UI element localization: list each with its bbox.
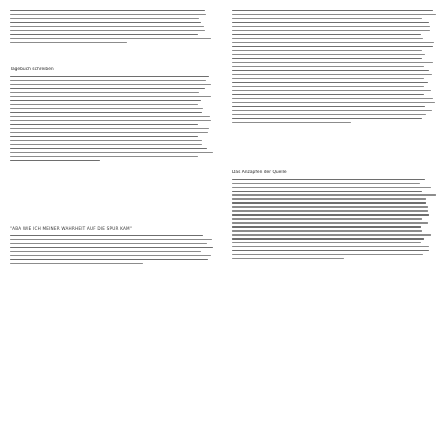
text-line (10, 140, 202, 141)
text-line (232, 38, 423, 39)
text-line (232, 34, 421, 35)
text-line (10, 259, 208, 260)
text-line (10, 80, 206, 81)
text-line (232, 94, 424, 95)
text-line (10, 239, 212, 240)
text-line (232, 102, 435, 103)
text-line (232, 246, 429, 247)
text-line (10, 136, 198, 137)
text-line (10, 120, 211, 121)
text-line (10, 92, 199, 93)
text-line (10, 251, 201, 252)
text-line (232, 58, 422, 59)
text-line (232, 46, 433, 47)
text-line (232, 86, 424, 87)
text-line (10, 38, 211, 39)
text-line (232, 202, 426, 203)
text-line (10, 156, 198, 157)
text-line (10, 76, 209, 77)
text-line (10, 124, 198, 125)
text-line (232, 70, 429, 71)
text-line (10, 104, 198, 105)
text-line (232, 90, 431, 91)
text-line (232, 238, 424, 239)
left-block-2 (10, 76, 213, 161)
text-line (232, 122, 351, 123)
text-line (232, 206, 428, 207)
text-line (10, 148, 207, 149)
text-line (232, 198, 426, 199)
section-heading-tagebuch: Tagebuch schreiben (10, 66, 54, 72)
text-line (232, 114, 426, 115)
text-line (232, 110, 432, 111)
text-line (232, 191, 422, 192)
text-line (232, 210, 428, 211)
text-line (232, 218, 422, 219)
text-line (232, 22, 429, 23)
left-block-3 (10, 235, 213, 264)
text-line (232, 54, 425, 55)
text-line (232, 106, 425, 107)
section-heading-wahrheit: "ABA WIE ICH MEINER WAHRHEIT AUF DIE SPUR KAM" (10, 225, 132, 231)
text-line (232, 230, 422, 231)
text-line (10, 34, 198, 35)
text-line (232, 42, 434, 43)
left-column (10, 10, 213, 267)
text-line (10, 14, 206, 15)
text-line (10, 243, 207, 244)
text-line (232, 226, 421, 227)
text-line (232, 258, 344, 259)
text-line (232, 74, 432, 75)
text-line (10, 108, 203, 109)
text-line (10, 132, 208, 133)
text-line (10, 144, 202, 145)
right-block-1 (232, 10, 436, 123)
text-line (10, 255, 211, 256)
right-block-2 (232, 179, 436, 260)
text-line (232, 179, 425, 180)
text-line (10, 235, 203, 236)
text-line (232, 234, 431, 235)
text-line (10, 247, 213, 248)
text-line (232, 14, 436, 15)
text-line (232, 254, 423, 255)
text-line (10, 263, 143, 264)
text-line (10, 160, 100, 161)
text-line (232, 242, 421, 243)
text-line (232, 18, 422, 19)
text-line (10, 10, 205, 11)
text-line (10, 30, 205, 31)
text-line (232, 30, 430, 31)
text-line (10, 96, 211, 97)
text-line (232, 250, 429, 251)
text-line (10, 88, 205, 89)
text-line (10, 18, 199, 19)
text-line (232, 66, 424, 67)
text-line (232, 187, 431, 188)
text-line (232, 183, 420, 184)
text-line (10, 112, 202, 113)
right-column (232, 10, 436, 262)
text-line (232, 194, 436, 195)
left-block-1 (10, 10, 213, 43)
text-line (232, 78, 424, 79)
text-line (232, 222, 428, 223)
text-line (10, 22, 201, 23)
text-line (10, 128, 209, 129)
text-line (232, 62, 433, 63)
text-line (10, 42, 127, 43)
text-line (232, 50, 422, 51)
section-heading-quelle: Das Anzapfen der Quelle (232, 169, 287, 175)
text-line (232, 26, 430, 27)
text-line (10, 100, 201, 101)
text-line (232, 118, 422, 119)
text-line (10, 84, 211, 85)
text-line (232, 10, 433, 11)
text-line (232, 82, 428, 83)
text-line (232, 98, 433, 99)
text-line (10, 26, 204, 27)
text-line (232, 214, 429, 215)
text-line (10, 152, 213, 153)
text-line (10, 116, 210, 117)
